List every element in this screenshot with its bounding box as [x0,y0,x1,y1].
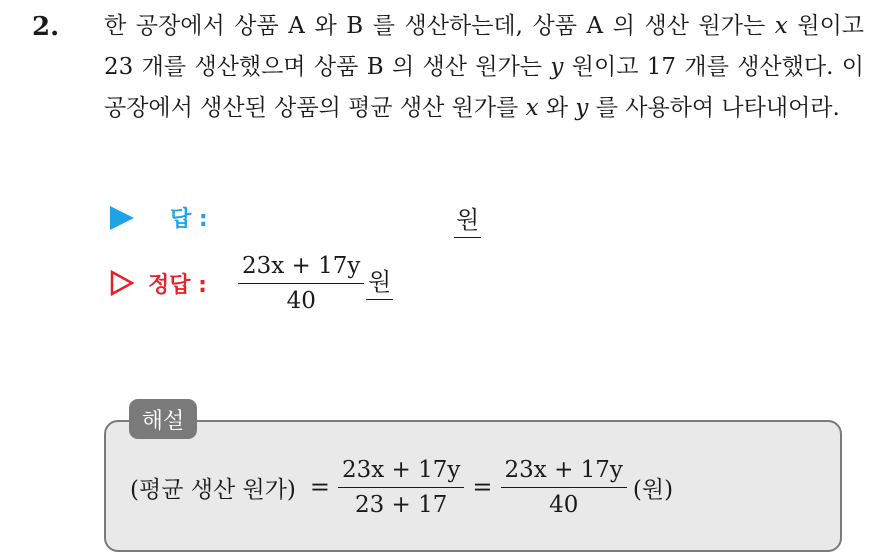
fraction-2-numerator: 23x + 17y [504,456,623,483]
problem-number: 2. [32,12,60,42]
solution-unit: 원 [366,262,393,300]
fraction-2-denominator: 40 [549,491,579,518]
problem-text-3: 원이고 17 개를 생산했다. 이 공장에서 생산된 상품의 평균 생산 원가를 [104,54,864,121]
variable-x: x [774,13,788,39]
problem-text-5: 를 사용하여 나타내어라. [588,95,840,121]
explanation-equation [124,452,679,522]
solution-row [110,252,610,316]
problem-text-4: 와 [538,95,576,121]
variable-x-2: x [525,95,539,121]
problem-text-2: 원이고 23 개를 생산했으며 상품 B 의 생산 원가는 [104,13,864,80]
explanation-tag: 해설 [129,399,197,439]
explanation-lhs: (평균 생산 원가) [130,476,296,503]
explanation-fraction-2 [501,456,627,519]
equals-sign-2: = [472,473,493,501]
problem-text [104,6,864,129]
solution-denominator: 40 [286,288,316,314]
solution-fraction [238,252,364,315]
problem-text-1: 한 공장에서 상품 A 와 B 를 생산하는데, 상품 A 의 생산 원가는 [104,13,775,39]
explanation-unit: (원) [632,476,674,503]
play-triangle-icon [110,206,134,230]
fraction-1-denominator: 23 + 17 [354,491,448,518]
answer-row [110,198,610,238]
variable-y: y [550,54,564,80]
explanation-fraction-1 [338,456,464,519]
outline-triangle-icon [110,270,134,296]
answer-label: 답 : [170,207,208,232]
solution-label: 정답 : [148,273,207,298]
answer-unit: 원 [454,200,481,238]
solution-numerator: 23x + 17y [242,253,361,279]
variable-y-2: y [575,95,589,121]
equals-sign: = [309,473,330,501]
fraction-1-numerator: 23x + 17y [342,456,461,483]
